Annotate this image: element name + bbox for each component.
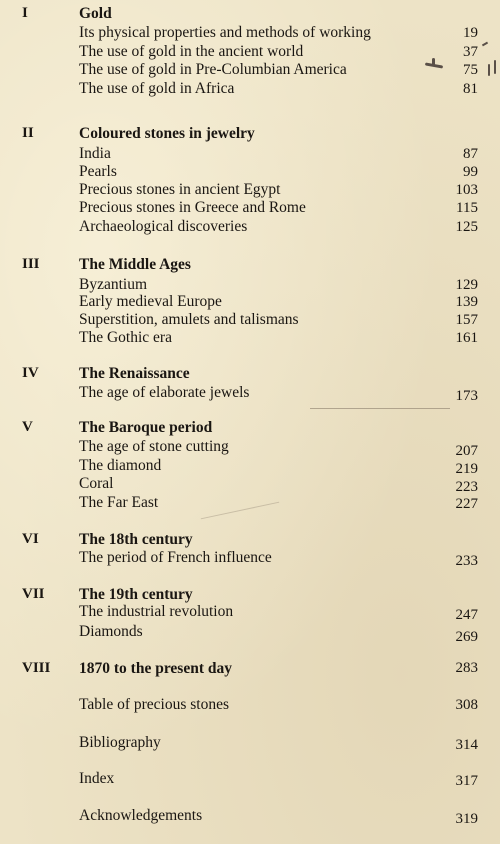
entry-page: 87 xyxy=(463,146,478,162)
toc-entry xyxy=(0,293,500,311)
entry-page: 103 xyxy=(455,182,478,198)
chapter-page: 283 xyxy=(455,660,478,676)
entry-title: Precious stones in ancient Egypt xyxy=(79,181,281,198)
entry-page: 207 xyxy=(455,443,478,459)
chapter-title: The Renaissance xyxy=(79,365,190,382)
entry-title: Coral xyxy=(79,475,114,492)
entry-title: The industrial revolution xyxy=(79,603,234,620)
entry-page: 139 xyxy=(455,294,478,310)
entry-title: Its physical properties and methods of working xyxy=(79,24,371,41)
entry-title: The Far East xyxy=(79,494,159,511)
entry-title: The diamond xyxy=(79,457,162,474)
entry-title: The age of stone cutting xyxy=(79,438,229,455)
entry-page: 19 xyxy=(463,25,478,41)
entry-page: 157 xyxy=(455,312,478,328)
entry-page: 115 xyxy=(456,200,478,216)
toc-entry xyxy=(0,80,500,98)
entry-title: The use of gold in the ancient world xyxy=(79,43,304,60)
entry-title: The age of elaborate jewels xyxy=(79,384,250,401)
toc-entry xyxy=(0,163,500,181)
chapter-title: Coloured stones in jewelry xyxy=(79,125,255,142)
entry-title: Superstition, amulets and talismans xyxy=(79,311,299,328)
toc-entry xyxy=(0,549,500,567)
entry-title: The use of gold in Pre-Columbian America xyxy=(79,61,347,78)
toc-entry xyxy=(0,181,500,199)
chapter-numeral: I xyxy=(22,5,28,21)
entry-title: Early medieval Europe xyxy=(79,293,222,310)
toc-entry xyxy=(0,384,500,402)
entry-title: Acknowledgements xyxy=(79,807,203,824)
toc-entry xyxy=(0,24,500,42)
chapter-numeral: VI xyxy=(22,531,39,547)
entry-page: 37 xyxy=(463,44,478,60)
chapter-numeral: IV xyxy=(22,365,39,381)
chapter-title: Gold xyxy=(79,5,112,22)
entry-title: Pearls xyxy=(79,163,117,180)
entry-page: 269 xyxy=(455,629,478,645)
toc-entry xyxy=(0,623,500,645)
toc-entry-acknowledgements xyxy=(0,806,500,826)
entry-page: 219 xyxy=(455,461,478,477)
entry-page: 99 xyxy=(463,164,478,180)
pencil-mark xyxy=(494,60,496,74)
entry-title: India xyxy=(79,145,111,162)
toc-entry xyxy=(0,145,500,163)
toc-entry xyxy=(0,494,500,512)
chapter-title: The Baroque period xyxy=(79,419,213,436)
toc-entry xyxy=(0,457,500,475)
entry-page: 317 xyxy=(455,773,478,789)
toc-entry-bibliography xyxy=(0,733,500,753)
entry-page: 247 xyxy=(455,607,478,623)
chapter-numeral: VII xyxy=(22,586,45,602)
toc-entry xyxy=(0,329,500,347)
entry-page: 233 xyxy=(455,553,478,569)
entry-page: 129 xyxy=(455,277,478,293)
chapter-numeral: II xyxy=(22,125,34,141)
toc-entry xyxy=(0,199,500,217)
entry-title: The Gothic era xyxy=(79,329,172,346)
toc-entry xyxy=(0,438,500,459)
entry-page: 319 xyxy=(455,811,478,827)
chapter-title: The Middle Ages xyxy=(79,256,191,273)
chapter-title: The 18th century xyxy=(79,531,193,548)
entry-page: 161 xyxy=(455,330,478,346)
entry-page: 227 xyxy=(455,496,478,512)
entry-title: Diamonds xyxy=(79,623,143,640)
entry-page: 314 xyxy=(455,737,478,753)
chapter-numeral: VIII xyxy=(22,660,51,676)
toc-entry-index xyxy=(0,769,500,789)
entry-title: The period of French influence xyxy=(79,549,272,566)
entry-title: Precious stones in Greece and Rome xyxy=(79,199,306,216)
smudge-line xyxy=(310,408,450,409)
entry-title: Table of precious stones xyxy=(79,696,229,713)
chapter-title: 1870 to the present day xyxy=(79,660,232,677)
entry-title: Byzantium xyxy=(79,276,148,293)
chapter-numeral: V xyxy=(22,419,33,435)
toc-entry-table-of-precious-stones xyxy=(0,695,500,715)
entry-page: 81 xyxy=(463,81,478,97)
toc-entry xyxy=(0,603,500,621)
toc-entry xyxy=(0,311,500,329)
entry-page: 75 xyxy=(463,62,478,78)
entry-title: Index xyxy=(79,770,115,787)
entry-title: Bibliography xyxy=(79,734,161,751)
entry-page: 223 xyxy=(455,479,478,495)
entry-page: 173 xyxy=(455,388,478,404)
toc-entry xyxy=(0,43,500,61)
entry-title: The use of gold in Africa xyxy=(79,80,235,97)
chapter-title: The 19th century xyxy=(79,586,193,603)
chapter-numeral: III xyxy=(22,256,40,272)
entry-title: Archaeological discoveries xyxy=(79,218,248,235)
toc-entry xyxy=(0,218,500,236)
pencil-mark xyxy=(432,58,435,66)
entry-page: 308 xyxy=(455,697,478,713)
entry-page: 125 xyxy=(455,219,478,235)
pencil-mark xyxy=(488,64,490,76)
toc-entry xyxy=(0,475,500,493)
toc-entry xyxy=(0,276,500,294)
